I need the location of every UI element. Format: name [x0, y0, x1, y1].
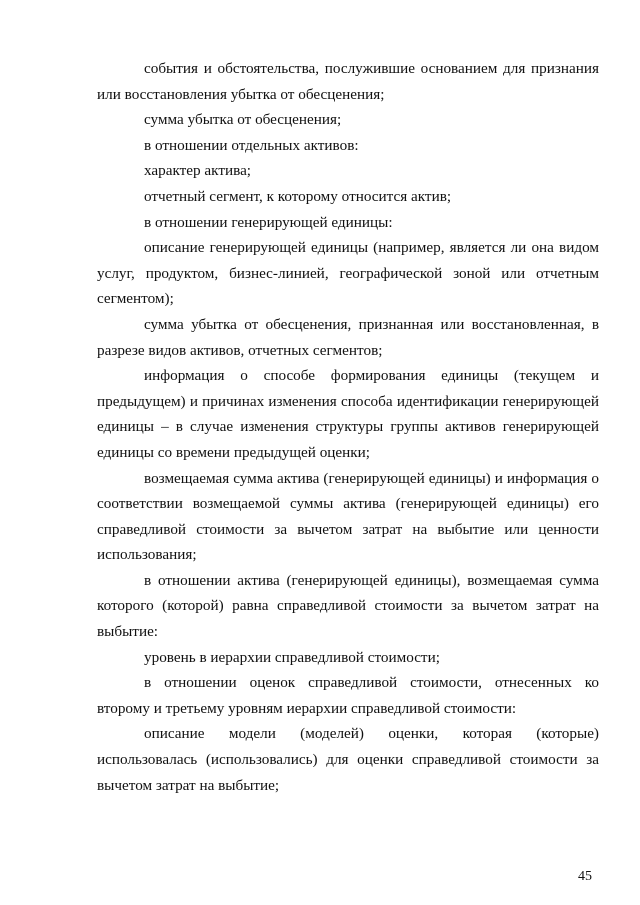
paragraph: возмещаемая сумма актива (генерирующей единицы) и информация о соответствии возмещаемой суммы актива (генерирующей единицы) его справедливой стоимости за вычетом затрат на выбытие или ценности использования;	[97, 469, 599, 564]
paragraph: события и обстоятельства, послужившие основанием для признания или восстановления убытка от обесценения;	[97, 60, 599, 103]
paragraph: сумма убытка от обесценения, признанная или восстановленная, в разрезе видов активов, отчетных сегментов;	[97, 315, 599, 359]
paragraph: в отношении актива (генерирующей единицы), возмещаемая сумма которого (которой) равна справедливой стоимости за вычетом затрат на выбытие:	[97, 571, 599, 641]
paragraph: сумма убытка от обесценения;	[144, 111, 342, 129]
paragraph: в отношении оценок справедливой стоимости, отнесенных ко второму и третьему уровням иерархии справедливой стоимости:	[97, 674, 599, 717]
paragraph: отчетный сегмент, к которому относится актив;	[144, 187, 452, 205]
paragraph: уровень в иерархии справедливой стоимости;	[144, 648, 440, 666]
document-body	[97, 56, 599, 798]
paragraph: описание генерирующей единицы (например, является ли она видом услуг, продуктом, бизнес-линией, географической зоной или отчетным сегментом);	[97, 239, 599, 308]
paragraph: характер актива;	[144, 162, 252, 180]
paragraph: в отношении генерирующей единицы:	[144, 213, 393, 231]
paragraph: информация о способе формирования единицы (текущем и предыдущем) и причинах изменения способа идентификации генерирующей единицы – в случае изменения структуры группы активов генерирующей единицы со времени предыдущей оценки;	[97, 367, 599, 461]
paragraph: описание модели (моделей) оценки, которая (которые) использовалась (использовались) для оценки справедливой стоимости за вычетом затрат на выбытие;	[97, 725, 599, 794]
paragraph: в отношении отдельных активов:	[144, 136, 359, 154]
page-number: 45	[578, 869, 592, 884]
